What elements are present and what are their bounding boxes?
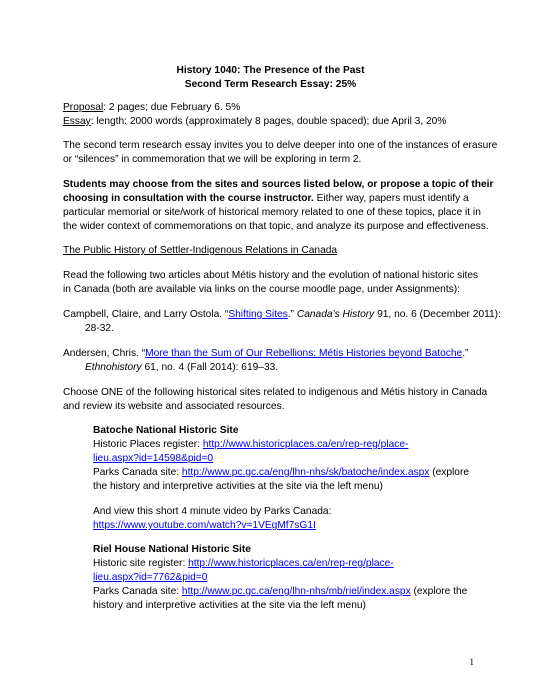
site2-parks-line (93, 585, 467, 599)
ref1-after: .” (287, 309, 297, 320)
section-heading: The Public History of Settler-Indigenous Relations in Canada (63, 245, 338, 256)
ref1-details: 91, no. 6 (December 2011): (374, 309, 501, 320)
essay-line (63, 115, 446, 129)
site2-register-link[interactable]: http://www.historicplaces.ca/en/rep-reg/place- (188, 558, 394, 569)
ref1-pages: 28-32. (85, 323, 114, 334)
site1-parks-link[interactable]: http://www.pc.gc.ca/eng/lhn-nhs/sk/batoche/index.aspx (181, 467, 430, 478)
choose-line-4: the wider context of commemorations on that topic, and analyze its purpose and effectiveness. (63, 221, 489, 232)
intro-line-1: The second term research essay invites you to delve deeper into one of the instances of erasure (63, 140, 498, 151)
proposal-line (63, 101, 240, 115)
reference-1 (63, 308, 501, 322)
ref1-journal: Canada’s History (296, 309, 375, 320)
site2-parks-line-2: history and interpretive activities at the site via the left menu) (93, 600, 366, 611)
site2-parks-label: Parks Canada site: (93, 586, 182, 597)
read-line-2: in Canada (both are available via links on the course moodle page, under Assignments): (63, 284, 460, 295)
site2-register-link-cont[interactable]: lieu.aspx?id=7762&pid=0 (93, 572, 208, 583)
choose-bold-2: choosing in consultation with the course instructor. (63, 193, 314, 204)
site2-parks-after: (explore the (410, 586, 468, 597)
site1-parks-line-2: the history and interpretive activities at the site via the left menu) (93, 481, 383, 492)
proposal-label: Proposal (63, 102, 104, 113)
ref1-link[interactable]: Shifting Sites (228, 309, 288, 320)
read-line-1: Read the following two articles about Métis history and the evolution of national historic sites (63, 270, 479, 281)
ref1-authors: Campbell, Claire, and Larry Ostola. “ (63, 309, 229, 320)
reference-2 (63, 347, 468, 361)
site1-register-link-cont[interactable]: lieu.aspx?id=14598&pid=0 (93, 453, 214, 464)
choose-line-1: Students may choose from the sites and sources listed below, or propose a topic of their (63, 179, 494, 190)
choose-line-2 (63, 192, 469, 206)
site2-register-line (93, 557, 394, 571)
site1-parks-line (93, 466, 469, 480)
site2-register-label: Historic site register: (93, 558, 189, 569)
ref2-authors: Andersen, Chris. “ (63, 348, 146, 359)
site1-video-text: And view this short 4 minute video by Parks Canada: (93, 506, 332, 517)
essay-text: : length: 2000 words (approximately 8 pages, double spaced); due April 3, 20% (90, 116, 447, 127)
choose-one-line-2: and review its website and associated resources. (63, 401, 285, 412)
page-number: 1 (469, 657, 474, 667)
site1-register-label: Historic Places register: (93, 439, 203, 450)
site1-parks-after: (explore (429, 467, 470, 478)
choose-one-line-1: Choose ONE of the following historical sites related to indigenous and Métis history in Canada (63, 387, 488, 398)
ref2-link[interactable]: More than the Sum of Our Rebellions: Métis Histories beyond Batoche (145, 348, 463, 359)
site1-video-line (93, 519, 316, 533)
site2-register-link-2 (93, 571, 207, 585)
site1-name: Batoche National Historic Site (93, 425, 239, 436)
site2-parks-link[interactable]: http://www.pc.gc.ca/eng/lhn-nhs/mb/riel/index.aspx (181, 586, 411, 597)
essay-label: Essay (63, 116, 91, 127)
site2-name: Riel House National Historic Site (93, 544, 251, 555)
proposal-text: : 2 pages; due February 6. 5% (103, 102, 241, 113)
ref2-after: .” (462, 348, 469, 359)
site1-register-link-2 (93, 452, 213, 466)
intro-line-2: or “silences” in commemoration that we will be exploring in term 2. (63, 154, 362, 165)
ref2-line-2 (85, 361, 278, 375)
site1-video-link[interactable]: https://www.youtube.com/watch?v=1VEgMf7sG1I (93, 520, 316, 531)
choose-line-3: particular memorial or site/work of historical memory related to one of these topics, place it in (63, 207, 481, 218)
site1-register-line (93, 438, 408, 452)
site1-register-link[interactable]: http://www.historicplaces.ca/en/rep-reg/place- (202, 439, 409, 450)
site1-parks-label: Parks Canada site: (93, 467, 182, 478)
document-subtitle: Second Term Research Essay: 25% (184, 79, 357, 90)
document-title: History 1040: The Presence of the Past (176, 65, 365, 76)
choose-rest-2: Either way, papers must identify a (313, 193, 469, 204)
ref2-details: 61, no. 4 (Fall 2014): 619–33. (141, 362, 279, 373)
ref2-journal: Ethnohistory (85, 362, 142, 373)
